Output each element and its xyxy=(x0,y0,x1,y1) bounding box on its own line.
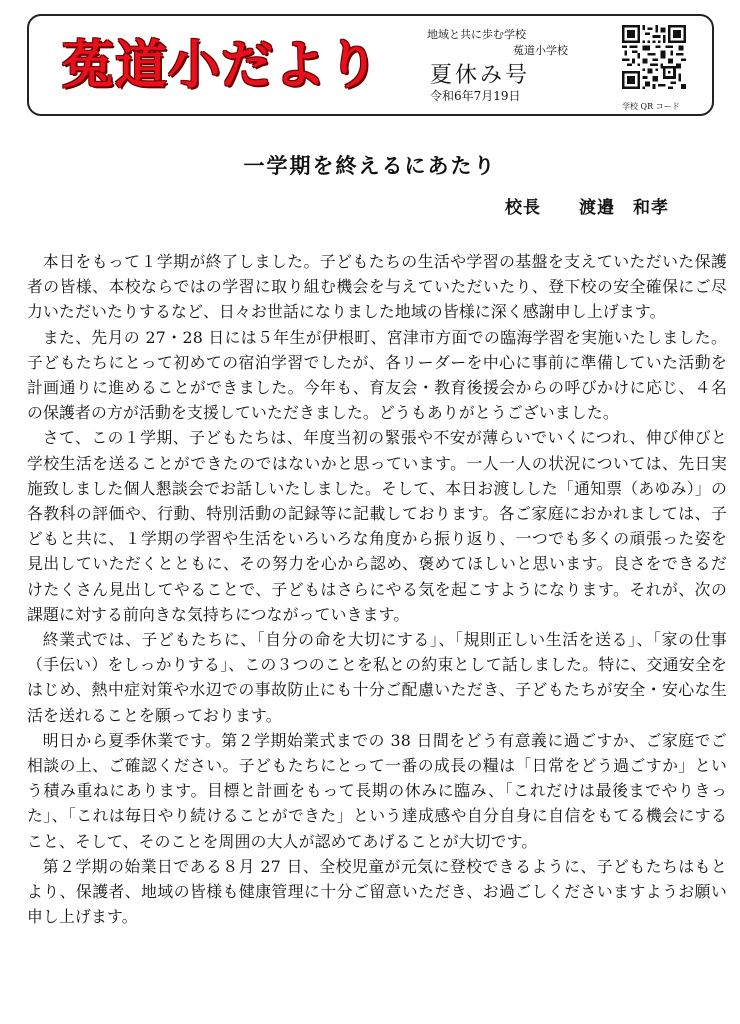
school-motto: 地域と共に歩む学校 xyxy=(427,28,526,41)
article-author xyxy=(505,193,669,218)
author-role: 校長 xyxy=(505,198,541,218)
article-body xyxy=(27,249,727,929)
school-name: 菟道小学校 xyxy=(513,44,568,57)
paragraph: さて、この１学期、子どもたちは、年度当初の緊張や不安が薄らいでいくにつれ、伸び伸びと学校生活を送ることができたのではないかと思っています。一人一人の状況については、先日実施致しました個人懇談会でお話しいたしました。そして、本日お渡しした「通知票（あゆみ）」の各教科の評価や、行動、特別活動の記録等に記載しております。各ご家庭におかれましては、子どもと共に、１学期の学習や生活をいろいろな角度から振り返り、一つでも多くの頑張った姿を見出していただくとともに、その努力を心から認め、褒めてほしいと思います。良さをできるだけたくさん見出してやることで、子どもはさらにやる気を起こすようになります。それが、次の課題に対する前向きな気持ちにつながっていきます。 xyxy=(27,428,727,624)
paragraph: 終業式では、子どもたちに、「自分の命を大切にする」、「規則正しい生活を送る」、「家の仕事（手伝い）をしっかりする」、この３つのことを私との約束として話しました。特に、交通安全をはじめ、熱中症対策や水辺での事故防止にも十分ご配慮いただき、子どもたちが安全・安心な生活を送れることを願っております。 xyxy=(27,630,727,725)
paragraph: 第２学期の始業日である８月 27 日、全校児童が元気に登校できるように、子どもたちはもとより、保護者、地域の皆様も健康管理に十分ご留意いただき、お過ごしくださいますようお願い申し上げます。 xyxy=(27,856,727,927)
issue-date: 令和6年7月19日 xyxy=(430,89,521,103)
paragraph: 本日をもって１学期が終了しました。子どもたちの生活や学習の基盤を支えていただいた保護者の皆様、本校ならではの学習に取り組む機会を与えていただいたり、登下校の安全確保にご尽力いただいたりするなど、日々お世話になりました地域の皆様に深く感謝申し上げます。 xyxy=(27,252,727,322)
paragraph: また、先月の 27・28 日には５年生が伊根町、宮津市方面での臨海学習を実施いたしました。子どもたちにとって初めての宿泊学習でしたが、各リーダーを中心に事前に準備していた活動を計画通りに進めることができました。今年も、育友会・教育後援会からの呼びかけに応じ、４名の保護者の方が活動を支援していただきました。どうもありがとうございました。 xyxy=(27,327,727,423)
paragraph: 明日から夏季休業です。第２学期始業式までの 38 日間をどう有意義に過ごすか、ご家庭でご相談の上、ご確認ください。子どもたちにとって一番の成長の糧は「日常をどう過ごすか」という積み重ねにあります。目標と計画をもって長期の休みに臨み、「これだけは最後までやりきった」、「これは毎日やり続けることができた」という達成感や自分自身に自信をもてる機会にすること、そして、そのことを周囲の大人が認めてあげることが大切です。 xyxy=(27,730,727,851)
qr-code-icon[interactable] xyxy=(622,25,686,89)
newsletter-title: 菟道小だより xyxy=(62,36,381,96)
qr-code-caption: 学校 QR コード xyxy=(622,102,680,111)
author-name: 渡邉 和孝 xyxy=(579,198,669,218)
article-title: 一学期を終えるにあたり xyxy=(243,153,497,178)
issue-name: 夏休み号 xyxy=(430,63,531,88)
